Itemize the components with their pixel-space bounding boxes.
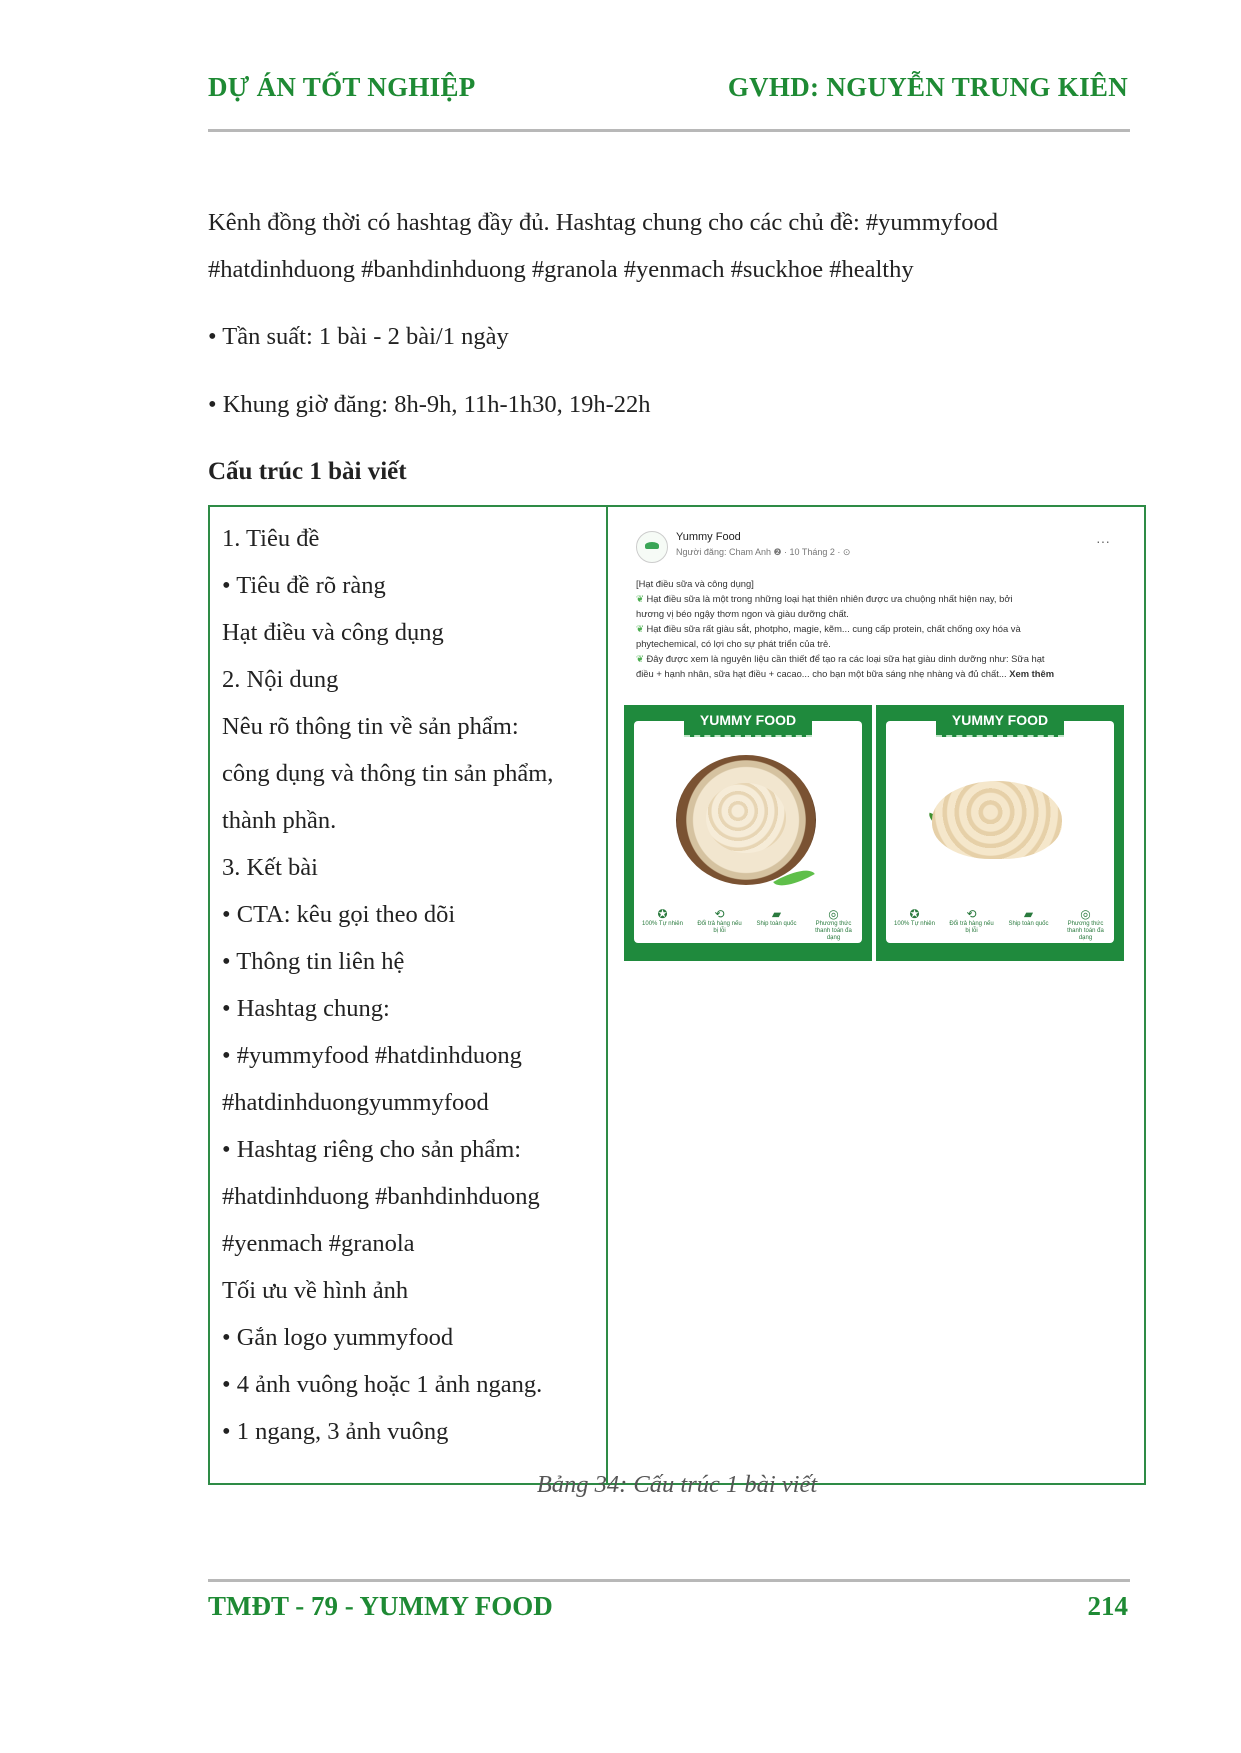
page-name: Yummy Food [676,531,741,543]
brand-tag: YUMMY FOOD [936,705,1064,737]
post-line: ❦ Hạt điều sữa là một trong những loại hạt thiên nhiên được ưa chuộng nhất hiện nay, bởi [636,593,1013,604]
sprout-icon: ❦ [636,623,644,634]
post-structure-table [208,505,1146,1485]
product-image-bowl [624,705,872,961]
exchange-icon: ⟲ Đổi trả hàng nếu bị lỗi [949,907,994,934]
post-line: ❦ Đây được xem là nguyên liệu cần thiết để tạo ra các loại sữa hạt giàu dinh dưỡng như: Sữa hạt [636,653,1045,664]
list-item: Hạt điều và công dụng [222,619,444,646]
header-rule [208,129,1130,132]
header-project-title: DỰ ÁN TỐT NGHIỆP [208,72,476,102]
intro-line-2: #hatdinhduong #banhdinhduong #granola #yenmach #suckhoe #healthy [208,256,914,283]
star-icon: ✪ 100% Tự nhiên [894,907,935,927]
list-item: • Hashtag chung: [222,995,390,1022]
timeslots-line: • Khung giờ đăng: 8h-9h, 11h-1h30, 19h-22h [208,391,651,418]
list-item: • Tiêu đề rõ ràng [222,572,386,599]
list-item: • Gắn logo yummyfood [222,1324,454,1351]
list-item: 1. Tiêu đề [222,525,320,552]
post-line: ❦ Hạt điều sữa rất giàu sắt, photpho, magie, kẽm... cung cấp protein, chất chống oxy hóa và [636,623,1021,634]
list-item: 2. Nội dung [222,666,339,693]
list-item: #hatdinhduong #banhdinhduong [222,1183,540,1210]
truck-icon: ▰ Ship toàn quốc [1008,907,1049,927]
payment-icon: ◎ Phương thức thanh toán đa dạng [815,907,852,941]
list-item: #hatdinhduongyummyfood [222,1089,489,1116]
more-options-icon: ··· [1096,533,1110,549]
exchange-icon: ⟲ Đổi trả hàng nếu bị lỗi [697,907,742,934]
list-item: • Thông tin liên hệ [222,948,405,975]
list-item: thành phần. [222,807,337,834]
footer-title: TMĐT - 79 - YUMMY FOOD [208,1591,553,1621]
sprout-icon: ❦ [636,593,644,604]
cashew-bowl-image [676,755,816,885]
truck-icon: ▰ Ship toàn quốc [756,907,797,927]
table-column-divider [606,507,608,1483]
sprout-icon: ❦ [636,653,644,664]
brand-tag: YUMMY FOOD [684,705,812,737]
post-meta: Người đăng: Cham Anh ❷ · 10 Tháng 2 · ⊙ [676,547,851,557]
list-item: • #yummyfood #hatdinhduong [222,1042,522,1069]
see-more-link: Xem thêm [1009,668,1055,679]
feature-icons [634,907,862,943]
list-item: • 4 ảnh vuông hoặc 1 ảnh ngang. [222,1371,543,1398]
list-item: Nêu rõ thông tin về sản phẩm: [222,713,519,740]
header-advisor: GVHD: NGUYỄN TRUNG KIÊN [727,72,1128,102]
table-left-cell [222,515,602,1455]
list-item: Tối ưu về hình ảnh [222,1277,409,1304]
section-title: Cấu trúc 1 bài viết [208,458,407,485]
intro-line-1: Kênh đồng thời có hashtag đầy đủ. Hashtag chung cho các chủ đề: #yummyfood [208,209,998,236]
list-item: công dụng và thông tin sản phẩm, [222,760,554,787]
star-icon: ✪ 100% Tự nhiên [642,907,683,927]
post-body [636,576,1126,681]
post-line: hương vị béo ngậy thơm ngon và giàu dưỡng chất. [636,608,849,619]
post-images [624,705,1130,961]
intro-paragraph [208,199,1128,293]
facebook-post-screenshot [624,521,1130,951]
post-line: [Hạt điều sữa và công dụng] [636,578,754,589]
frequency-line: • Tần suất: 1 bài - 2 bài/1 ngày [208,323,509,350]
cashew-pile-image [932,781,1062,859]
page-avatar [636,531,668,563]
list-item: • Hashtag riêng cho sản phẩm: [222,1136,522,1163]
list-item: 3. Kết bài [222,854,318,881]
list-item: #yenmach #granola [222,1230,415,1257]
footer-rule [208,1579,1130,1582]
payment-icon: ◎ Phương thức thanh toán đa dạng [1067,907,1104,941]
post-header [636,531,1116,571]
list-item: • CTA: kêu gọi theo dõi [222,901,456,928]
product-image-pile [876,705,1124,961]
post-line: điều + hạnh nhân, sữa hạt điều + cacao... cho bạn một bữa sáng nhẹ nhàng và đủ chất... Xem thêm [636,668,1055,679]
table-caption: Bảng 34: Cấu trúc 1 bài viết [536,1471,818,1498]
page-number: 214 [1087,1591,1128,1621]
feature-icons [886,907,1114,943]
post-line: phytechemical, có lợi cho sự phát triển của trẻ. [636,638,831,649]
list-item: • 1 ngang, 3 ảnh vuông [222,1418,449,1445]
